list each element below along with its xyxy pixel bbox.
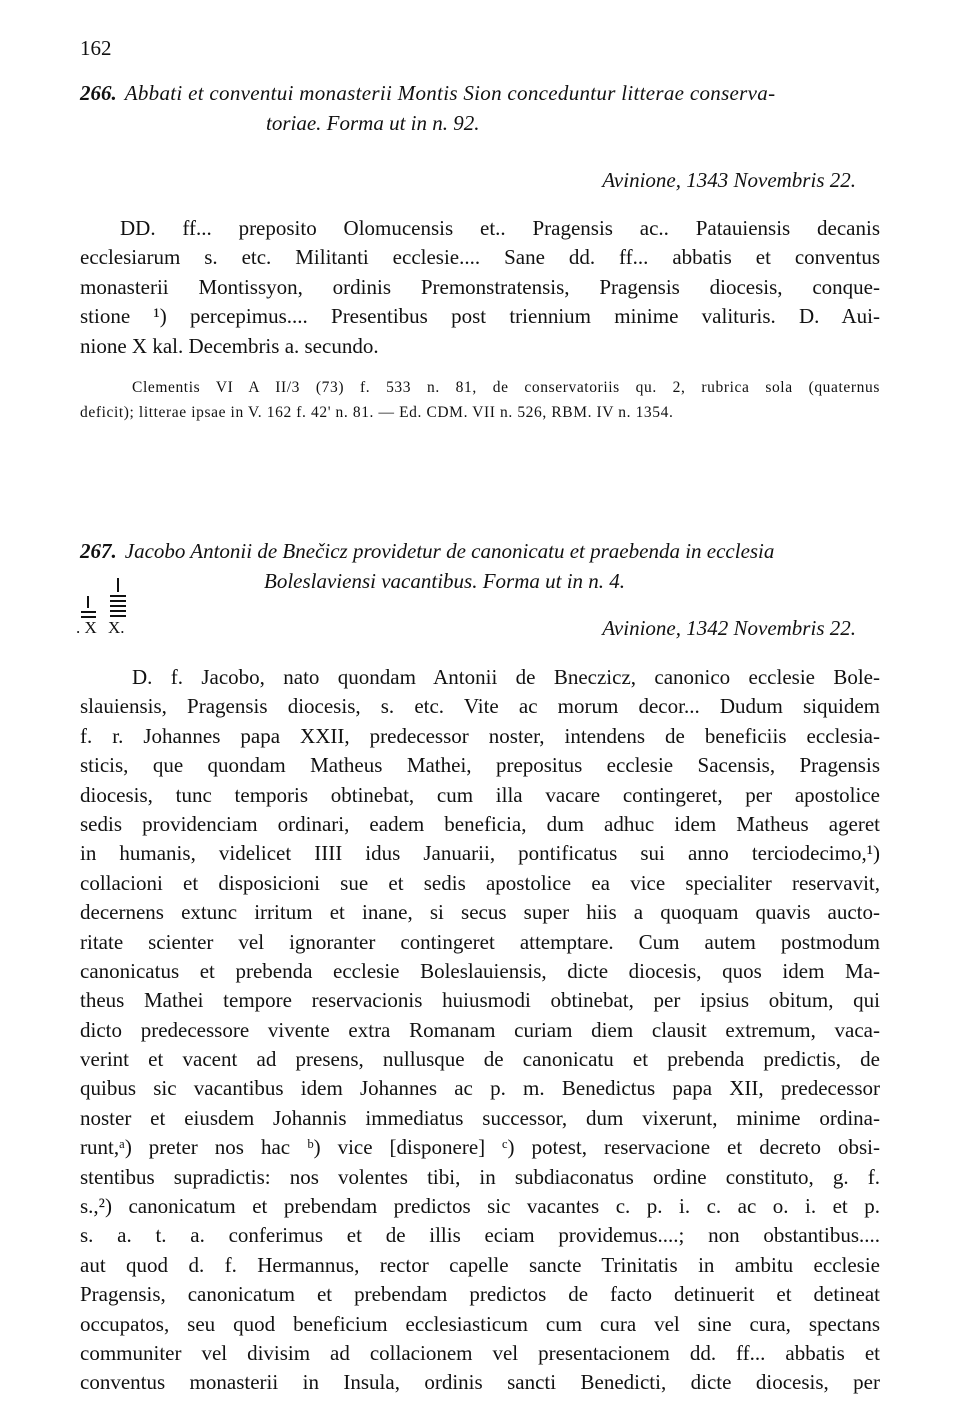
doc267-line: s. a. t. a. conferimus et de illis eciam providemus....; non obstantibus....: [80, 1223, 880, 1248]
doc267-line: diocesis, tunc temporis obtinebat, cum illa vacare contingeret, per apostolice: [80, 782, 880, 807]
doc266-note-line: Clementis VI A II/3 (73) f. 533 n. 81, de conservatoriis qu. 2, rubrica sola (quaternus: [132, 379, 880, 396]
doc267-line: verint et vacent ad presens, nullusque de canonicatu et prebenda predictis, de: [80, 1047, 880, 1072]
doc266-place-date: Avinione, 1343 Novembris 22.: [602, 168, 856, 192]
doc267-heading-line1: Jacobo Antonii de Bnečicz providetur de canonicatu et praebenda in ecclesia: [124, 539, 775, 563]
doc267-line: slauiensis, Pragensis diocesis, s. etc. Vite ac morum decor... Dudum siquidem: [80, 694, 880, 719]
doc267-line: conventus monasterii in Insula, ordinis sancti Benedicti, dicte diocesis, per: [80, 1370, 880, 1395]
doc266-number: 266.: [80, 81, 117, 105]
doc267-line: s.,²) canonicatum et prebendam predictos sic vacantes c. p. i. c. ac o. i. et p.: [80, 1194, 880, 1219]
doc267-number: 267.: [80, 539, 117, 563]
doc267-line: decernens extunc irritum et inane, si secus super hiis a quoquam quavis aucto-: [80, 900, 880, 925]
doc266-heading-line1: Abbati et conventui monasterii Montis Sion conceduntur litterae conserva-: [124, 81, 776, 105]
doc267-line: sedis providenciam ordinari, eadem beneficia, dum adhuc idem Matheus ageret: [80, 811, 880, 836]
doc266-footnote: [80, 375, 880, 425]
doc267-line: dicto predecessore vivente extra Romanam curiam diem clausit extremum, vaca-: [80, 1017, 880, 1042]
doc267-line: Pragensis, canonicatum et prebendam predictos de facto detinuerit et detineat: [80, 1282, 880, 1307]
page-number: 162: [80, 36, 112, 60]
doc267-line: theus Mathei tempore reservacionis huiusmodi obtinebat, per ipsius obitum, qui: [80, 988, 880, 1013]
doc267-line: D. f. Jacobo, nato quondam Antonii de Bneczicz, canonico ecclesie Bole-: [132, 665, 880, 689]
doc266-line: ecclesiarum s. etc. Militanti ecclesie.... Sane dd. ff... abbatis et conventus: [80, 245, 880, 270]
doc267-line: sticis, que quondam Matheus Mathei, prepositus ecclesie Sacensis, Pragensis: [80, 753, 880, 778]
doc266-heading: [80, 78, 880, 138]
doc266-line: stione ¹) percepimus.... Presentibus post triennium minime valituris. D. Aui-: [80, 304, 880, 329]
doc267-line: stentibus supradictis: nos volentes tibi, in subdiaconatus ordine constituto, g. f.: [80, 1164, 880, 1189]
doc267-line: communiter vel divisim ad collacionem vel presentacionem dd. ff... abbatis et: [80, 1340, 880, 1365]
doc267-heading-line2: Boleslaviensi vacantibus. Forma ut in n. 4.: [264, 569, 626, 593]
doc267-line: in humanis, videlicet IIII idus Januarii, pontificatus sui anno terciodecimo,¹): [80, 841, 880, 866]
doc267-line: quibus sic vacantibus idem Johannes ac p. m. Benedictus papa XII, predecessor: [80, 1076, 880, 1101]
doc266-body: [80, 214, 880, 361]
doc267-body: [80, 663, 880, 1398]
doc266-line: monasterii Montissyon, ordinis Premonstratensis, Pragensis diocesis, conque-: [80, 274, 880, 299]
doc267-heading: [80, 536, 880, 596]
doc267-line: canonicatus et prebenda ecclesie Boleslauiensis, dicte diocesis, quos idem Ma-: [80, 958, 880, 983]
doc266-line: DD. ff... preposito Olomucensis et.. Pragensis ac.. Patauiensis decanis: [120, 216, 880, 240]
doc266-note-line: deficit); litterae ipsae in V. 162 f. 42' n. 81. — Ed. CDM. VII n. 526, RBM. IV n. 1354.: [80, 404, 674, 421]
marginal-right-label: X.: [108, 618, 125, 637]
marginal-tally-marks: [76, 570, 160, 650]
doc267-line: collacioni et disposicioni sue et sedis apostolice ea vice specialiter reservavit,: [80, 870, 880, 895]
doc267-line: f. r. Johannes papa XXII, predecessor noster, intendens de beneficiis ecclesia-: [80, 723, 880, 748]
doc266-heading-line2: toriae. Forma ut in n. 92.: [266, 111, 480, 135]
doc267-line: runt,ᵃ) preter nos hac ᵇ) vice [disponere] ᶜ) potest, reservacione et decreto obsi-: [80, 1135, 880, 1160]
doc266-line: nione X kal. Decembris a. secundo.: [80, 333, 379, 358]
marginal-left-label: . X: [76, 618, 97, 637]
doc267-line: occupatos, seu quod beneficium ecclesiasticum cum cura vel sine cura, spectans: [80, 1311, 880, 1336]
doc267-place-date: Avinione, 1342 Novembris 22.: [602, 616, 856, 640]
doc267-line: ritate scienter vel ignoranter contingeret attemptare. Cum autem postmodum: [80, 929, 880, 954]
doc267-line: aut quod d. f. Hermannus, rector capelle sancte Trinitatis in ambitu ecclesie: [80, 1252, 880, 1277]
doc267-line: noster et eiusdem Johannis immediatus successor, dum vixerunt, minime ordina-: [80, 1105, 880, 1130]
